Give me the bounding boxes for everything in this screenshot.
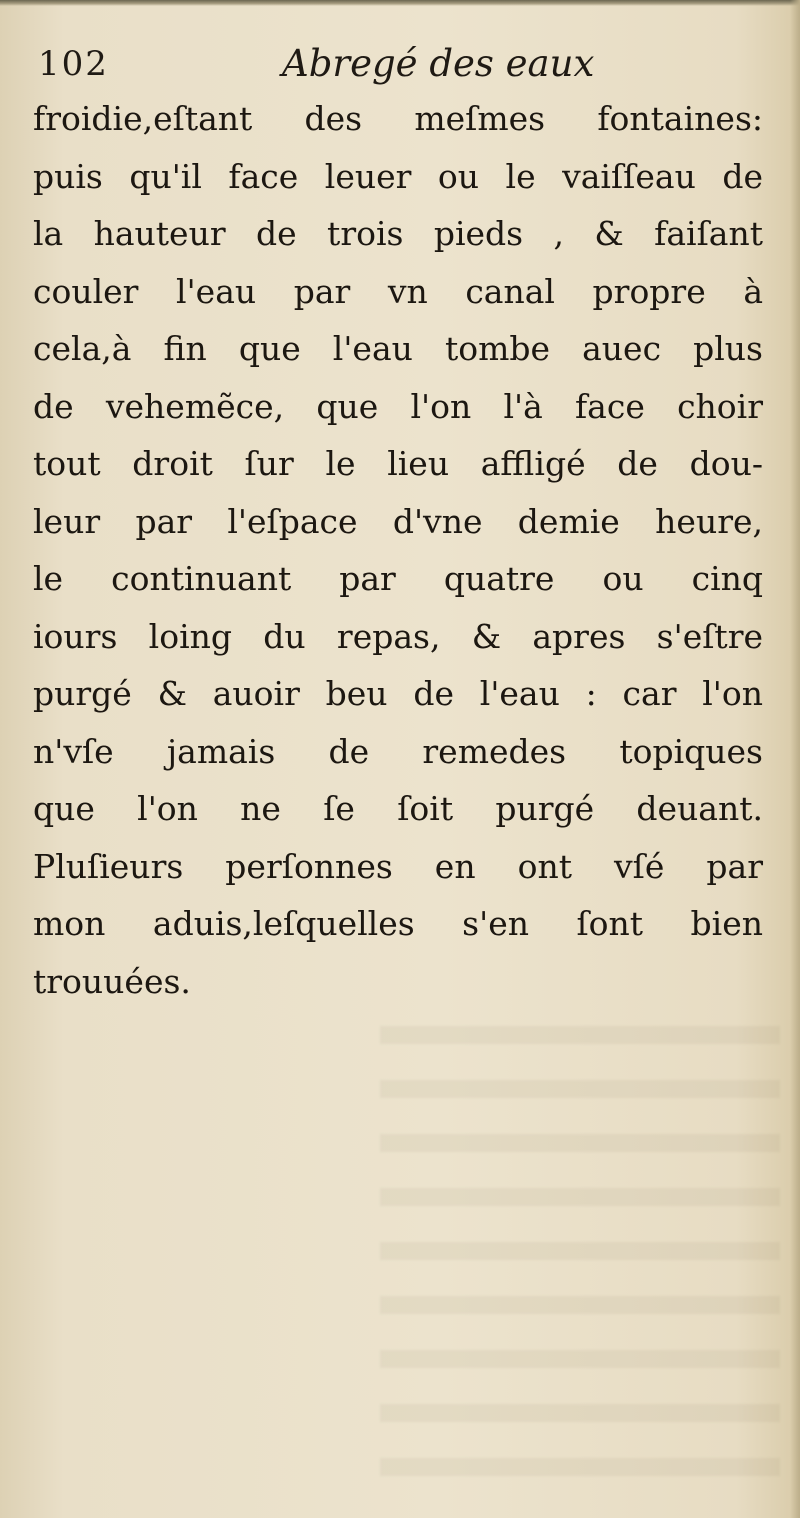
page-right-edge xyxy=(790,0,800,1518)
show-through-shadow xyxy=(380,990,780,1510)
text-line: froidie,eſtant des meſmes fontaines: xyxy=(33,99,763,138)
text-line: purgé & auoir beu de l'eau : car l'on xyxy=(33,674,763,713)
text-line: cela,à fin que l'eau tombe auec plus xyxy=(33,329,763,368)
running-title: Abregé des eaux xyxy=(282,42,595,85)
page-number: 102 xyxy=(38,44,109,84)
text-line: puis qu'il face leuer ou le vaiſſeau de xyxy=(33,156,763,196)
text-line: mon aduis,leſquelles s'en ſont bien xyxy=(33,904,763,943)
text-line: que l'on ne ſe ſoit purgé deuant. xyxy=(33,789,763,828)
text-line: la hauteur de trois pieds , & faiſant xyxy=(33,214,763,253)
text-line: couler l'eau par vn canal propre à xyxy=(33,271,763,311)
page-top-edge xyxy=(0,0,800,6)
text-line: leur par l'eſpace d'vne demie heure, xyxy=(33,501,763,541)
running-head xyxy=(34,38,774,98)
body-text xyxy=(33,90,763,1010)
text-line: n'vſe jamais de remedes topiques xyxy=(33,731,763,771)
text-line: Pluſieurs perſonnes en ont vſé par xyxy=(33,846,763,886)
text-line: iours loing du repas, & apres s'eſtre xyxy=(33,616,763,656)
text-line: le continuant par quatre ou cinq xyxy=(33,559,763,598)
text-line: tout droit ſur le lieu affligé de dou- xyxy=(33,444,763,483)
text-line: trouuées. xyxy=(33,961,191,1001)
text-line: de vehemẽce, que l'on l'à face choir xyxy=(33,386,763,426)
